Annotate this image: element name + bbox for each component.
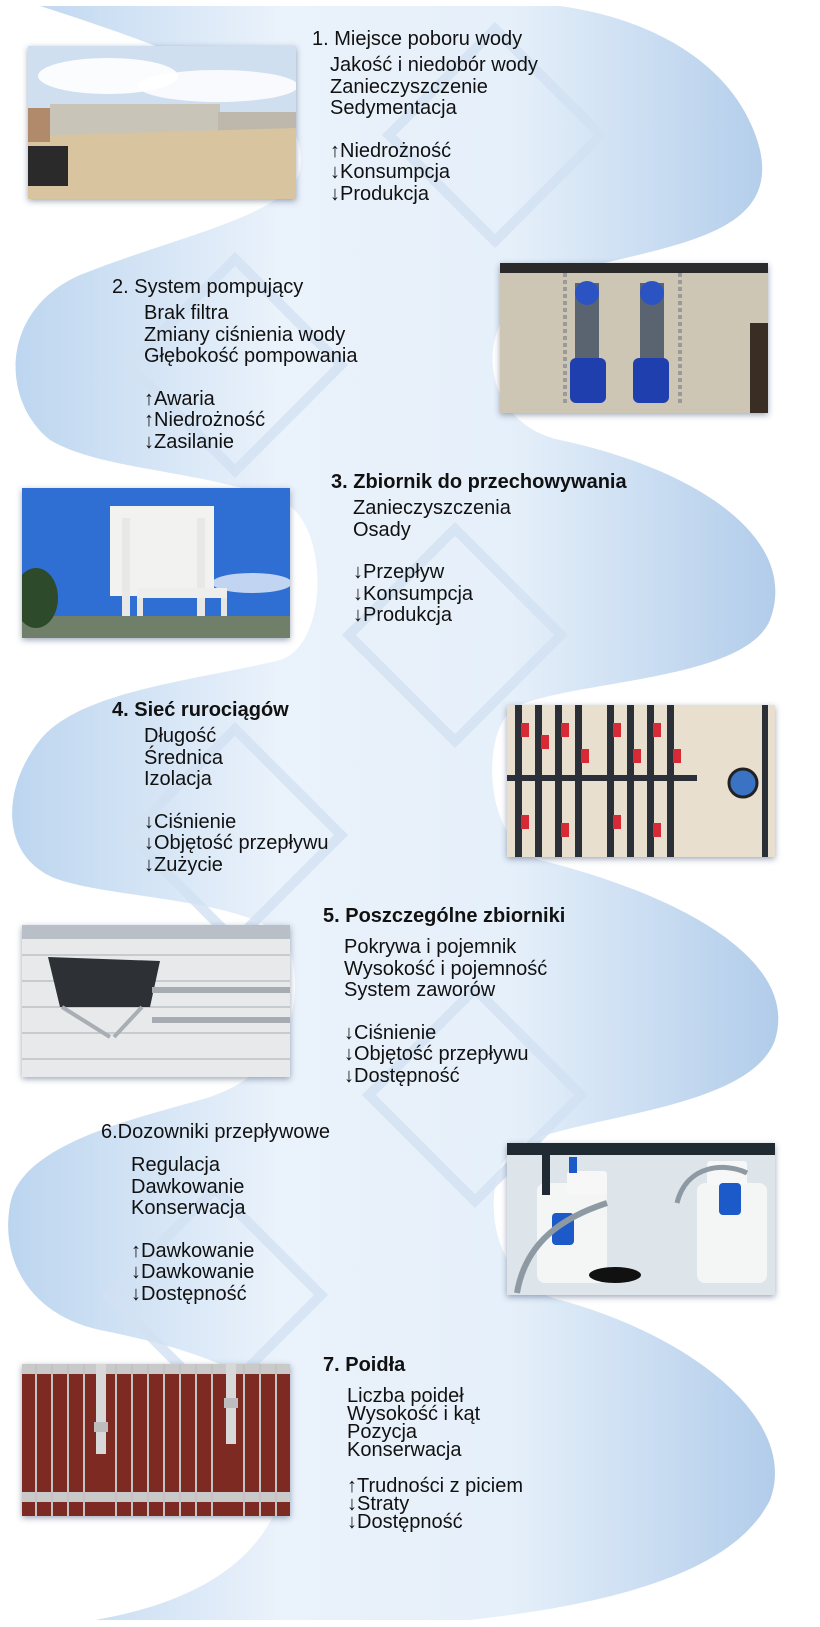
factor-text: Zanieczyszczenia xyxy=(353,497,511,519)
dosers-photo xyxy=(507,1143,775,1295)
drinkers-photo xyxy=(22,1364,290,1516)
water-reservoir-photo xyxy=(28,46,296,199)
stage-4 xyxy=(112,698,329,876)
effect-text: ↑Niedrożność xyxy=(330,139,452,162)
effect-text: ↓Ciśnienie xyxy=(144,810,237,833)
effect-text: ↓Zasilanie xyxy=(144,430,235,453)
stage-1 xyxy=(312,27,538,205)
factor-text: Średnica xyxy=(144,746,223,769)
stage-2 xyxy=(112,275,357,453)
stage-title: 1. Miejsce poboru wody xyxy=(312,28,523,50)
effect-text: ↑Awaria xyxy=(144,387,215,410)
factor-text: Wysokość i pojemność xyxy=(344,957,548,980)
water-tower-photo xyxy=(22,488,290,638)
pumps-photo xyxy=(500,263,768,413)
factor-text: Zmiany ciśnienia wody xyxy=(144,323,346,346)
effect-text: ↓Objętość przepływu xyxy=(144,832,329,854)
effect-text: ↓Dawkowanie xyxy=(131,1261,255,1283)
factor-text: Sedymentacja xyxy=(330,97,457,119)
effect-text: ↓Produkcja xyxy=(353,604,452,626)
effect-text: ↑Dawkowanie xyxy=(131,1239,255,1262)
effect-text: ↓Konsumpcja xyxy=(353,582,474,605)
effect-text: ↑Trudności z piciem xyxy=(347,1475,523,1497)
stage-7 xyxy=(323,1353,523,1531)
effect-text: ↓Dostępność xyxy=(347,1511,463,1533)
effect-text: ↓Zużycie xyxy=(144,853,223,876)
stage-title: 7. Poidła xyxy=(323,1354,406,1376)
stage-title: 5. Poszczególne zbiorniki xyxy=(323,905,566,927)
effect-text: ↓Ciśnienie xyxy=(344,1021,437,1044)
factor-text: Pozycja xyxy=(347,1421,418,1443)
factor-text: Konserwacja xyxy=(131,1197,246,1219)
stage-title: 3. Zbiornik do przechowywania xyxy=(331,471,627,493)
pipe-manifold-photo xyxy=(507,705,775,857)
factor-text: System zaworów xyxy=(344,979,496,1001)
stage-5 xyxy=(323,904,565,1087)
stage-title: 2. System pompujący xyxy=(112,276,304,298)
factor-text: Głębokość pompowania xyxy=(144,345,358,367)
effect-text: ↓Dostępność xyxy=(344,1064,460,1087)
stage-3 xyxy=(331,470,627,627)
factor-text: Konserwacja xyxy=(347,1439,462,1461)
effect-text: ↓Objętość przepływu xyxy=(344,1043,529,1065)
factor-text: Pokrywa i pojemnik xyxy=(344,936,517,958)
factor-text: Długość xyxy=(144,725,217,747)
factor-text: Liczba poideł xyxy=(347,1385,464,1407)
effect-text: ↓Produkcja xyxy=(330,182,429,205)
factor-text: Wysokość i kąt xyxy=(347,1403,481,1425)
effect-text: ↑Niedrożność xyxy=(144,409,266,431)
effect-text: ↓Dostępność xyxy=(131,1282,247,1305)
factor-text: Izolacja xyxy=(144,768,212,790)
factor-text: Brak filtra xyxy=(144,302,229,324)
factor-text: Osady xyxy=(353,518,411,541)
effect-text: ↓Przepływ xyxy=(353,561,445,583)
stage-title: 4. Sieć rurociągów xyxy=(112,699,289,721)
effect-text: ↓Straty xyxy=(347,1493,410,1515)
stage-6 xyxy=(101,1120,330,1305)
factor-text: Dawkowanie xyxy=(131,1175,245,1198)
stage-title: 6.Dozowniki przepływowe xyxy=(101,1121,330,1143)
factor-text: Jakość i niedobór wody xyxy=(330,54,538,76)
factor-text: Regulacja xyxy=(131,1154,220,1176)
factor-text: Zanieczyszczenie xyxy=(330,75,488,98)
header-tank-photo xyxy=(22,925,290,1077)
effect-text: ↓Konsumpcja xyxy=(330,161,451,183)
